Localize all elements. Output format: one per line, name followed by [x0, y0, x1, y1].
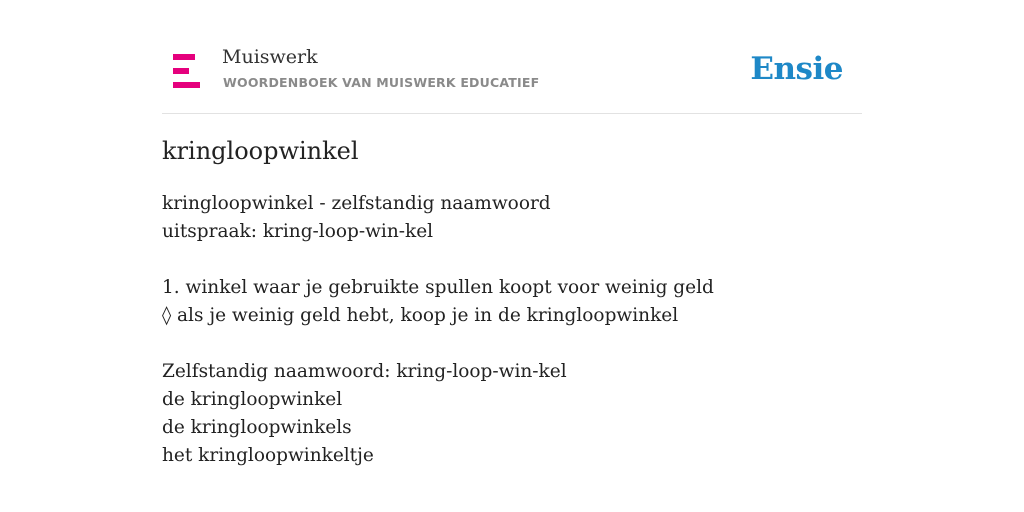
page-container	[162, 0, 862, 466]
spacer	[162, 330, 714, 358]
spacer	[162, 246, 714, 274]
logo-bar-bottom	[173, 82, 200, 88]
muiswerk-logo-icon[interactable]	[173, 54, 200, 88]
form-item: het kringloopwinkeltje	[162, 445, 374, 466]
logo-bar-top	[173, 54, 195, 60]
form-item: de kringloopwinkel	[162, 389, 343, 410]
ensie-logo[interactable]: Ensie	[750, 51, 843, 87]
form-item: de kringloopwinkels	[162, 417, 352, 438]
header	[162, 0, 862, 114]
page-title: kringloopwinkel	[162, 137, 359, 165]
forms-header: Zelfstandig naamwoord: kring-loop-win-kel	[162, 361, 567, 382]
entry-content	[162, 190, 714, 470]
brand-name[interactable]: Muiswerk	[222, 46, 318, 68]
brand-subtitle: WOORDENBOEK VAN MUISWERK EDUCATIEF	[223, 75, 540, 90]
entry-pronunciation: uitspraak: kring-loop-win-kel	[162, 221, 434, 242]
entry-definition: 1. winkel waar je gebruikte spullen koopt voor weinig geld	[162, 277, 714, 298]
logo-bar-middle	[173, 68, 189, 74]
entry-example: ◊ als je weinig geld hebt, koop je in de kringloopwinkel	[162, 305, 679, 326]
entry-headline: kringloopwinkel - zelfstandig naamwoord	[162, 193, 551, 214]
